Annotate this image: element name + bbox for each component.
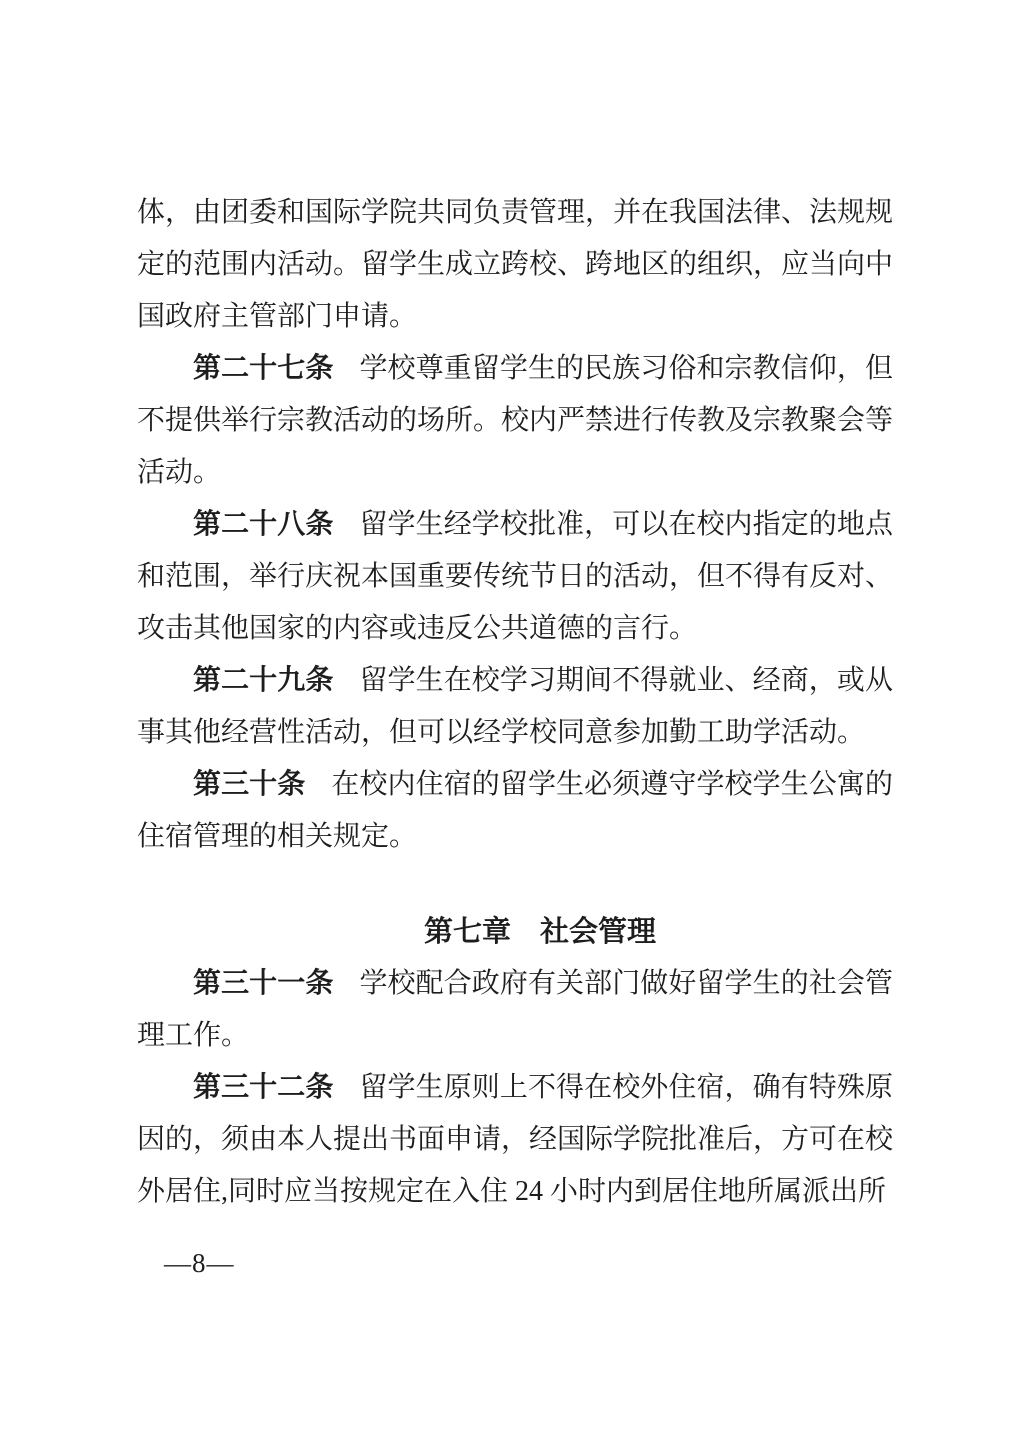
article-31-paragraph [137, 958, 893, 1062]
article-30-text: 在校内住宿的留学生必须遵守学校学生公寓的住宿管理的相关规定。 [137, 769, 893, 852]
article-30-paragraph [137, 759, 893, 863]
article-27-paragraph [137, 343, 893, 499]
article-31-text: 学校配合政府有关部门做好留学生的社会管理工作。 [137, 968, 893, 1051]
continuation-paragraph: 体，由团委和国际学院共同负责管理，并在我国法律、法规规定的范围内活动。留学生成立跨校、跨地区的组织，应当向中国政府主管部门申请。 [137, 197, 894, 332]
article-31-number: 第三十一条 [193, 968, 334, 999]
document-body [137, 187, 893, 1218]
article-28-number: 第二十八条 [193, 509, 334, 540]
article-27-text: 学校尊重留学生的民族习俗和宗教信仰，但不提供举行宗教活动的场所。校内严禁进行传教及宗教聚会等活动。 [137, 353, 894, 488]
chapter-heading: 第七章 社会管理 [423, 916, 656, 948]
article-32-paragraph [137, 1062, 893, 1218]
article-28-paragraph [137, 499, 893, 655]
article-27-number: 第二十七条 [193, 353, 334, 384]
article-32-text: 留学生原则上不得在校外住宿，确有特殊原因的，须由本人提出书面申请，经国际学院批准后，方可在校外居住,同时应当按规定在入住 24 小时内到居住地所属派出所 [137, 1072, 894, 1207]
article-28-text: 留学生经学校批准，可以在校内指定的地点和范围，举行庆祝本国重要传统节日的活动，但不得有反对、攻击其他国家的内容或违反公共道德的言行。 [137, 509, 894, 644]
page-number: —8— [164, 1248, 235, 1278]
article-29-text: 留学生在校学习期间不得就业、经商，或从事其他经营性活动，但可以经学校同意参加勤工助学活动。 [137, 665, 893, 748]
article-29-paragraph [137, 655, 893, 759]
article-32-number: 第三十二条 [193, 1072, 334, 1103]
article-29-number: 第二十九条 [193, 665, 334, 696]
article-30-number: 第三十条 [193, 769, 306, 800]
